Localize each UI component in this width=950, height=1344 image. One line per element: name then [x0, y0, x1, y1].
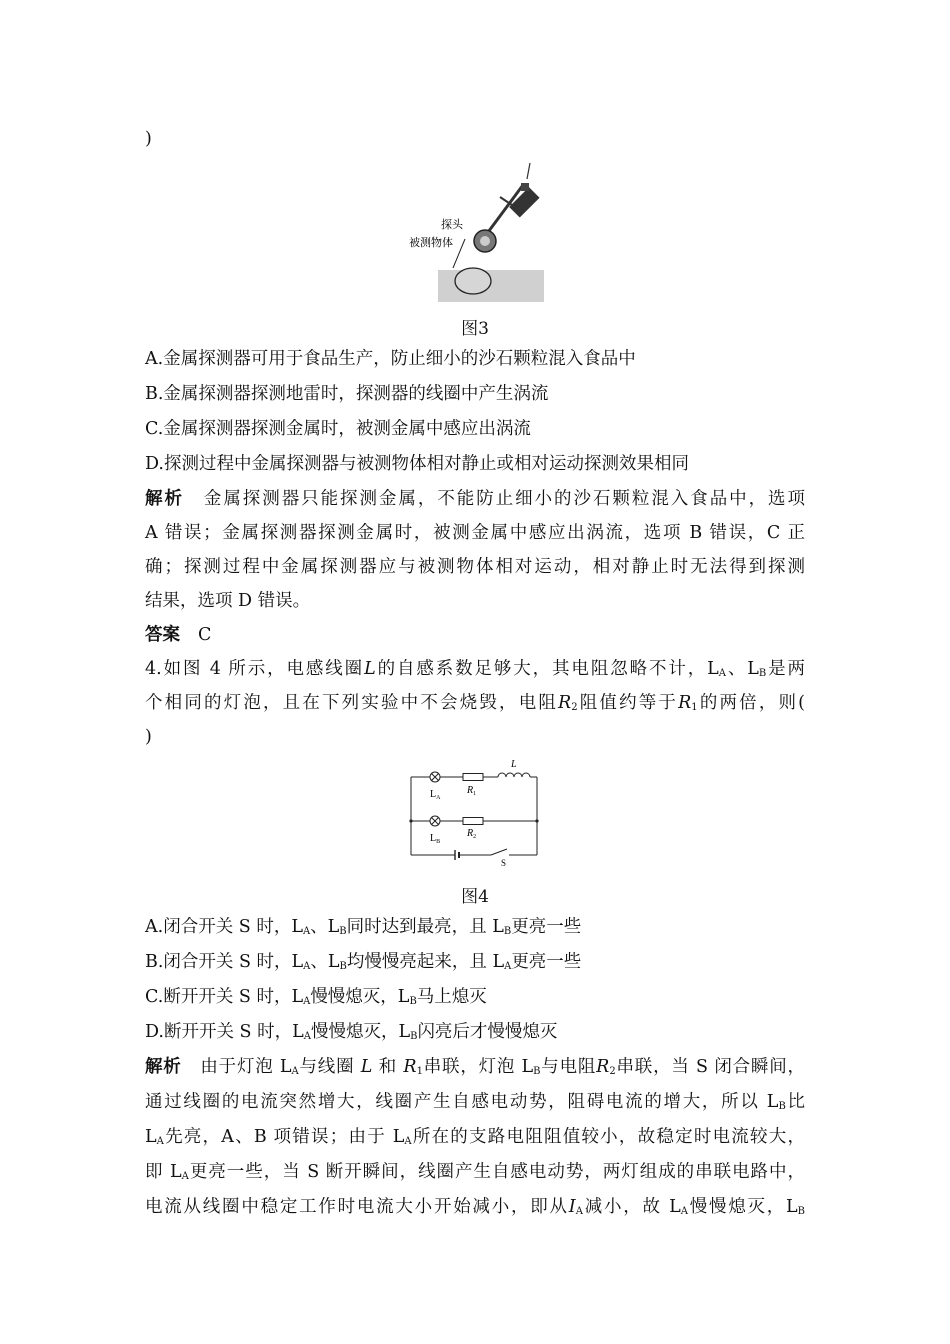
- q3-analysis-line-2: A 错误；金属探测器探测金属时，被测金属中感应出涡流，选项 B 错误，C 正: [145, 523, 805, 543]
- q4-option-a: A.闭合开关 S 时，$L_A$、$L_B$同时达到最亮，且 $L_B$更亮一些: [145, 917, 582, 937]
- q4-analysis-line-3: $L_A$先亮，A、B 项错误；由于 $L_A$所在的支路电阻阻值较小，故稳定时电流较大，: [145, 1127, 806, 1147]
- figure-4-circuit: [403, 755, 548, 867]
- switch-s-icon: [491, 849, 507, 855]
- junction-right: [535, 819, 538, 822]
- q3-analysis-line-4: 结果，选项 D 错误。: [145, 591, 311, 611]
- resistor-r2-icon: [463, 818, 483, 825]
- label-r1: $R_1$: [467, 785, 477, 797]
- answer-value: C: [198, 625, 212, 645]
- q3-option-c: C.金属探测器探测金属时，被测金属中感应出涡流: [145, 419, 531, 439]
- q4-analysis-line-1: 解析 由于灯泡 $L_A$与线圈 L 和 $R_1$串联，灯泡 $L_B$与电阻$R_2$串联，当 S 闭合瞬间，: [145, 1057, 806, 1077]
- detector-cable: [527, 163, 530, 179]
- q4-option-b: B.闭合开关 S 时，$L_A$、$L_B$均慢慢亮起来，且 $L_A$更亮一些: [145, 952, 582, 972]
- analysis-label: 解析: [145, 489, 184, 509]
- q3-option-d: D.探测过程中金属探测器与被测物体相对静止或相对运动探测效果相同: [145, 454, 689, 474]
- answer-label: 答案: [145, 625, 180, 645]
- q3-option-a: A.金属探测器可用于食品生产，防止细小的沙石颗粒混入食品中: [145, 349, 636, 369]
- q4-analysis-line-5: 电流从线圈中稳定工作时电流大小开始减小，即从$I_A$减小，故 $L_A$慢慢熄灭，$L_B$: [145, 1197, 806, 1217]
- q4-stem-line-3: ): [145, 727, 152, 747]
- label-l: L: [511, 759, 517, 770]
- q4-option-d: D.断开开关 S 时，$L_A$慢慢熄灭，$L_B$闪亮后才慢慢熄灭: [145, 1022, 558, 1042]
- label-la: $L_A$: [430, 789, 441, 801]
- figure-3-caption: 图3: [461, 319, 489, 339]
- control-box: [509, 187, 539, 217]
- analysis-label: 解析: [145, 1057, 182, 1077]
- q4-analysis-line-4: 即 $L_A$更亮一些，当 S 断开瞬间，线圈产生自感电动势，两灯组成的串联电路中，: [145, 1162, 805, 1182]
- q3-option-b: B.金属探测器探测地雷时，探测器的线圈中产生涡流: [145, 384, 549, 404]
- q3-answer: [145, 624, 211, 646]
- inductor-l-icon: [498, 773, 530, 777]
- detector-grip: [521, 183, 529, 191]
- label-r2: $R_2$: [467, 828, 477, 840]
- probe-center: [480, 236, 490, 246]
- q4-option-c: C.断开开关 S 时，$L_A$慢慢熄灭，$L_B$马上熄灭: [145, 987, 487, 1007]
- q3-analysis-line-3: 确；探测过程中金属探测器应与被测物体相对运动，相对静止时无法得到探测: [145, 557, 805, 577]
- label-detected-object: 被测物体: [409, 237, 453, 249]
- label-probe: 探头: [441, 219, 463, 231]
- figure-3-metal-detector: [405, 155, 545, 305]
- junction-left: [409, 819, 412, 822]
- label-s: S: [501, 858, 507, 867]
- q3-analysis-line-1: 解析 金属探测器只能探测金属，不能防止细小的沙石颗粒混入食品中，选项: [145, 489, 806, 509]
- resistor-r1-icon: [463, 774, 483, 781]
- q4-stem-line-2: 个相同的灯泡，且在下列实验中不会烧毁，电阻$R_2$阻值约等于$R_1$的两倍，则(: [145, 693, 806, 713]
- label-lb: $L_B$: [430, 833, 441, 845]
- q4-analysis-line-2: 通过线圈的电流突然增大，线圈产生自感电动势，阻碍电流的增大，所以 $L_B$比: [145, 1092, 806, 1112]
- detected-object-ellipse: [455, 268, 491, 294]
- ground-block: [438, 270, 544, 302]
- q4-stem-line-1: 4.如图 4 所示，电感线圈L的自感系数足够大，其电阻忽略不计，$L_A$、$L_B$是两: [145, 659, 806, 679]
- figure-4-caption: 图4: [461, 887, 489, 907]
- object-pointer-line: [453, 239, 465, 268]
- closing-paren: ): [145, 129, 152, 149]
